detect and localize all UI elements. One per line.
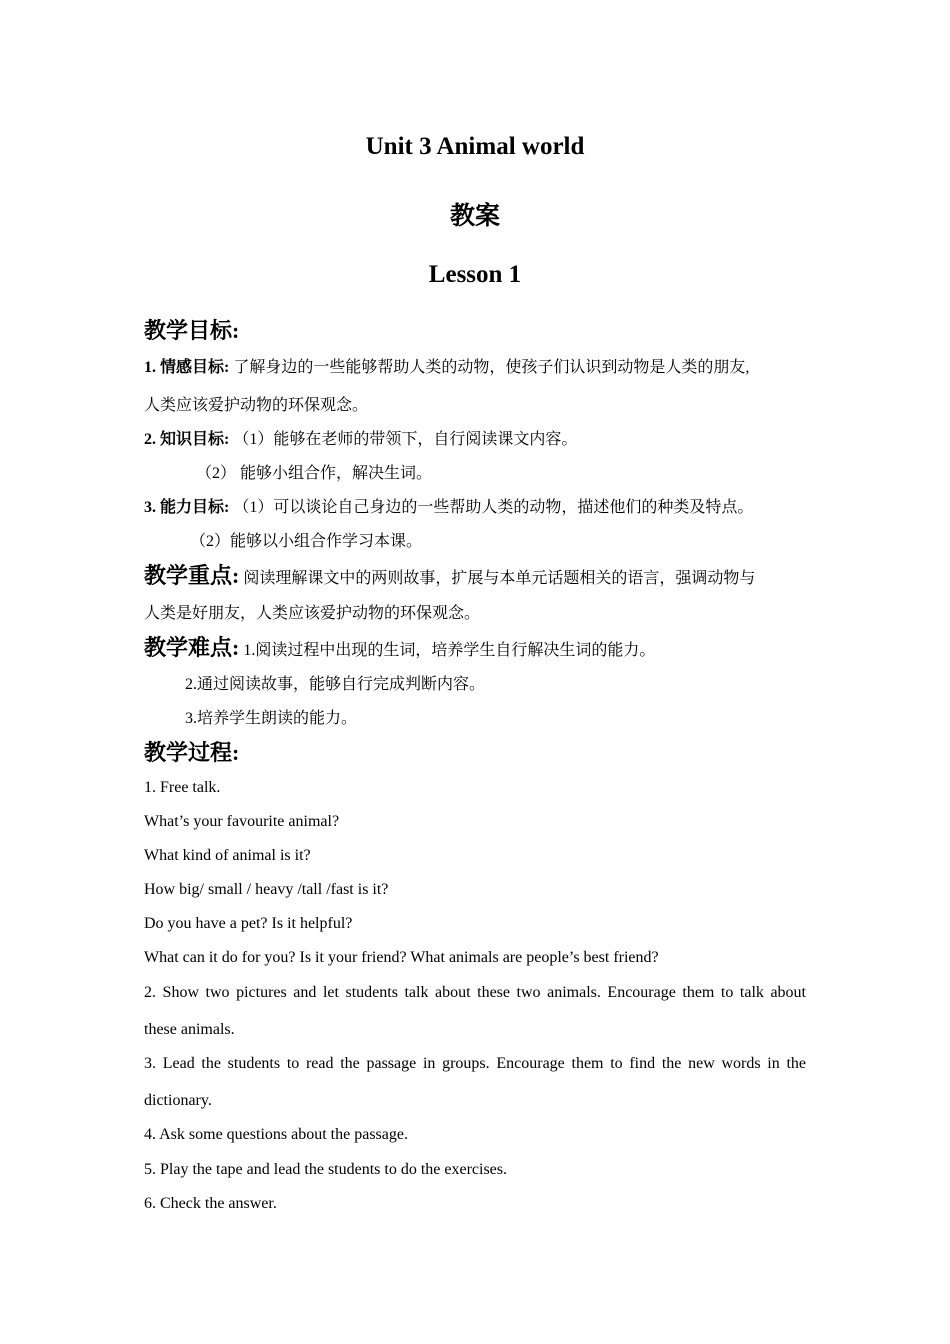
objectives-heading: 教学目标: (144, 318, 240, 343)
process-line: 4. Ask some questions about the passage. (144, 1126, 408, 1143)
difficulties-heading: 教学难点: (144, 635, 240, 660)
process-line: 2. Show two pictures and let students talk about these two animals. Encourage them to talk about (144, 984, 806, 1001)
process-heading: 教学过程: (144, 740, 240, 765)
lesson-title: Lesson 1 (428, 261, 522, 288)
key-points-text: 阅读理解课文中的两则故事，扩展与本单元话题相关的语言，强调动物与 (243, 570, 756, 587)
process-line: Do you have a pet? Is it helpful? (144, 915, 353, 932)
objective-1-text: 了解身边的一些能够帮助人类的动物，使孩子们认识到动物是人类的朋友, (233, 359, 750, 376)
process-line: 5. Play the tape and lead the students to do the exercises. (144, 1161, 508, 1178)
objective-1 (144, 354, 749, 377)
objective-2 (144, 426, 577, 449)
difficulties (144, 631, 655, 662)
document-subtitle: 教案 (449, 203, 500, 230)
process-line: What can it do for you? Is it your friend? What animals are people’s best friend? (144, 949, 659, 966)
process-line: dictionary. (144, 1092, 212, 1109)
process-line: 1. Free talk. (144, 779, 221, 796)
objective-3-continued: （2）能够以小组合作学习本课。 (190, 533, 423, 550)
process-line: What’s your favourite animal? (144, 813, 340, 830)
process-line: these animals. (144, 1021, 235, 1038)
difficulty-3: 3.培养学生朗读的能力。 (185, 710, 358, 727)
objective-3 (144, 494, 753, 517)
objective-3-label: 3. 能力目标: (144, 499, 230, 516)
objective-3-text: （1）可以谈论自己身边的一些帮助人类的动物，描述他们的种类及特点。 (233, 499, 754, 516)
key-points-heading: 教学重点: (144, 563, 240, 588)
objective-1-continued: 人类应该爱护动物的环保观念。 (144, 397, 369, 414)
process-line: 6. Check the answer. (144, 1195, 277, 1212)
objective-2-label: 2. 知识目标: (144, 431, 230, 448)
process-line: What kind of animal is it? (144, 847, 311, 864)
difficulty-2: 2.通过阅读故事，能够自行完成判断内容。 (185, 676, 486, 693)
process-line: How big/ small / heavy /tall /fast is it? (144, 881, 389, 898)
objective-1-label: 1. 情感目标: (144, 359, 230, 376)
difficulty-1: 1.阅读过程中出现的生词，培养学生自行解决生词的能力。 (243, 642, 656, 659)
key-points-continued: 人类是好朋友，人类应该爱护动物的环保观念。 (144, 605, 481, 622)
key-points (144, 559, 755, 590)
objective-2-continued: （2） 能够小组合作，解决生词。 (196, 465, 433, 482)
document-title: Unit 3 Animal world (365, 133, 585, 160)
objective-2-text: （1）能够在老师的带领下，自行阅读课文内容。 (233, 431, 578, 448)
process-line: 3. Lead the students to read the passage in groups. Encourage them to find the new words in the (144, 1055, 806, 1072)
